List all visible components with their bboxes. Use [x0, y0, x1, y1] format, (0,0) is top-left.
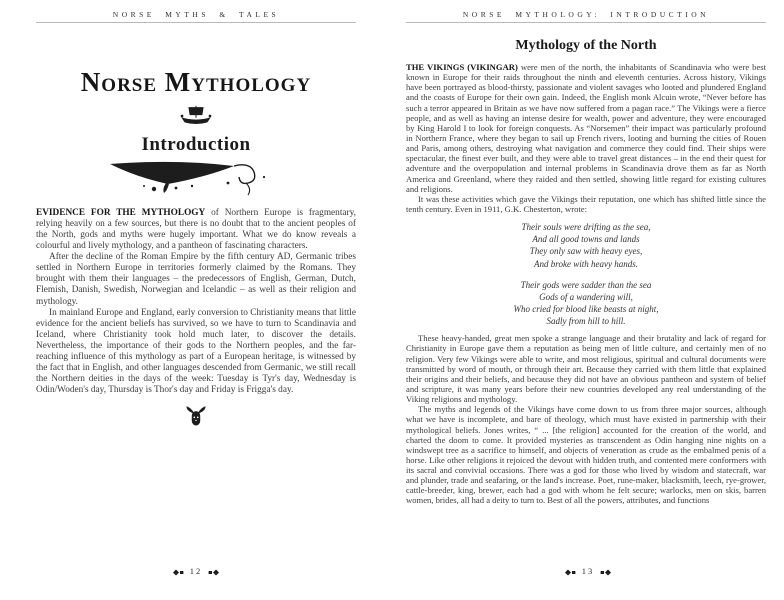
poem-line: Sadly from hill to hill. — [546, 316, 626, 327]
poem-line: And all good towns and lands — [532, 234, 640, 245]
fleuron-right-icon — [600, 569, 612, 576]
paragraph — [406, 62, 766, 194]
header-rule-left — [36, 22, 356, 23]
poem-line: Gods of a wandering will, — [539, 291, 633, 302]
paragraph — [36, 208, 356, 252]
right-body-text — [406, 62, 766, 506]
poem-line: Who cried for blood like beasts at night, — [513, 303, 659, 314]
left-body-text — [36, 208, 356, 396]
fleuron-left-icon — [172, 569, 184, 576]
fleuron-right-icon — [208, 569, 220, 576]
viking-helmet-icon — [36, 405, 356, 429]
page-number: 12 — [189, 566, 203, 576]
paragraph: These heavy-handed, great men spoke a strange language and their brutality and lack of regard for Christianity in Europe gave them a reputation as being men of little culture, and certainly men of no religion. Very few Vikings were able to write, and most religious, spiritual and cultural documents were transmitted by word of mouth, or through their art. Because they carried with them little that explained their origins and their beliefs, and because they did not have an obvious pantheon and system of belief and scripture, it was many years before their new countries developed any real understanding of the Viking religions and mythology. — [406, 333, 766, 405]
viking-ship-icon — [36, 105, 356, 127]
ink-flourish-icon — [36, 157, 356, 199]
paragraph-lead: EVIDENCE FOR THE MYTHOLOGY — [36, 208, 206, 218]
section-title: Mythology of the North — [515, 38, 657, 53]
page-footer-right — [392, 566, 784, 576]
page-footer-left — [0, 566, 392, 576]
paragraph-text: were men of the north, the inhabitants of Scandinavia who were best known in Europe for their raids throughout the ninth and eleventh centuries. Across history, Vikings have been portrayed as blood-thirsty, passionate and violent savages who looted and plundered England and the coasts of Europe for their own gain. Indeed, the English monk Alcuin wrote, “Never before has such a terror appeared in Britain as we have now suffered from a pagan race.” The Vikings were a fierce people, and as well as having an intense desire for wealth, power and adventure, they were encouraged by King Harold I to look for foreign conquests. As “Norsemen” their impact was particularly profound in Northern France, where they began to sail up French rivers, looting and burning the cities of Rouen and Paris, among others, destroying what navigation and commerce they could find. Their ships were spectacular, the finest ever built, and they were able to travel great distances – in the end their quest for adventure and the overpopulation and internal problems in Scandinavia drove them as far as North America and Greenland, where they raided and then settled, showing little regard for existing cultures and religions. — [406, 62, 766, 194]
page-right — [392, 0, 784, 600]
header-rule-right — [406, 22, 766, 23]
poem-line: They only saw with heavy eyes, — [529, 246, 643, 257]
poem-line: Their souls were drifting as the sea, — [521, 222, 651, 233]
chapter-title: Norse Mythology — [80, 67, 312, 97]
running-header-right: NORSE MYTHOLOGY: INTRODUCTION — [462, 10, 710, 19]
fleuron-left-icon — [564, 569, 576, 576]
page-number: 13 — [581, 566, 595, 576]
poem-line: And broke with heavy hands. — [534, 258, 638, 269]
paragraph: After the decline of the Roman Empire by the fifth century AD, Germanic tribes settled in Northern Europe in territories formerly claimed by the Romans. They brought with them their languages – the predecessors of English, German, Dutch, Flemish, Danish, Swedish, Norwegian and Icelandic – as well as their religion and mythology. — [36, 252, 356, 307]
paragraph: In mainland Europe and England, early conversion to Christianity means that little evidence for the ancient beliefs has survived, so we have to turn to Scandinavia and Iceland, where Christianity took hold much later, to discover the details. Nevertheless, the importance of their gods to the Northern peoples, and the far-reaching influence of this mythology as part of a European heritage, is witnessed by the fact that in English, and other languages descended from Germanic, we still recall the Northern deities in the days of the week: Tuesday is Tyr's day, Wednesday is Odin/Woden's day, Thursday is Thor's day and Friday is Frigga's day. — [36, 307, 356, 395]
paragraph: The myths and legends of the Vikings have come down to us from three major sources, although what we have is incomplete, and bare of theology, which must have existed in partnership with their mythological beliefs. Jones writes, “ ... [the religion] accounted for the creation of the world, and charted the doom to come. It provided mysteries as transcendent as Odin hanging nine nights on a windswept tree as a sacrifice to himself, and objects of veneration as crude as the embalmed penis of a horse. Like other religions it rejoiced the devout with hidden truth, and contented mere conformers with its sacral and convivial occasions. There was a god for those who lived by wisdom and statecraft, war and plunder, trade and seafaring, or the land's increase. Poet, rune-maker, blacksmith, leech, rye-grower, cattle-breeder, king, brewer, each had a god with whom he felt secure; warlocks, men on skis, barren women, brides, all had a deity to turn to. Best of all the powers, attributes, and functions — [406, 404, 766, 506]
poem-stanza — [406, 221, 766, 270]
running-header-left: NORSE MYTHS & TALES — [112, 10, 280, 19]
poem-stanza — [406, 279, 766, 328]
chapter-subtitle: Introduction — [141, 134, 251, 155]
paragraph-text: of Northern Europe is fragmentary, relying heavily on a few sources, but there is no doubt that to the ancient peoples of the North, gods and myths were hugely important. What we do know reveals a colourful and lively mythology, and a pantheon of fascinating characters. — [36, 208, 356, 252]
poem-line: Their gods were sadder than the sea — [520, 279, 652, 290]
poem-quote — [406, 221, 766, 327]
paragraph: It was these activities which gave the Vikings their reputation, one which has shifted little since the tenth century. Even in 1911, G.K. Chesterton, wrote: — [406, 193, 766, 214]
paragraph-lead: THE VIKINGS (VIKINGAR) — [406, 62, 518, 72]
